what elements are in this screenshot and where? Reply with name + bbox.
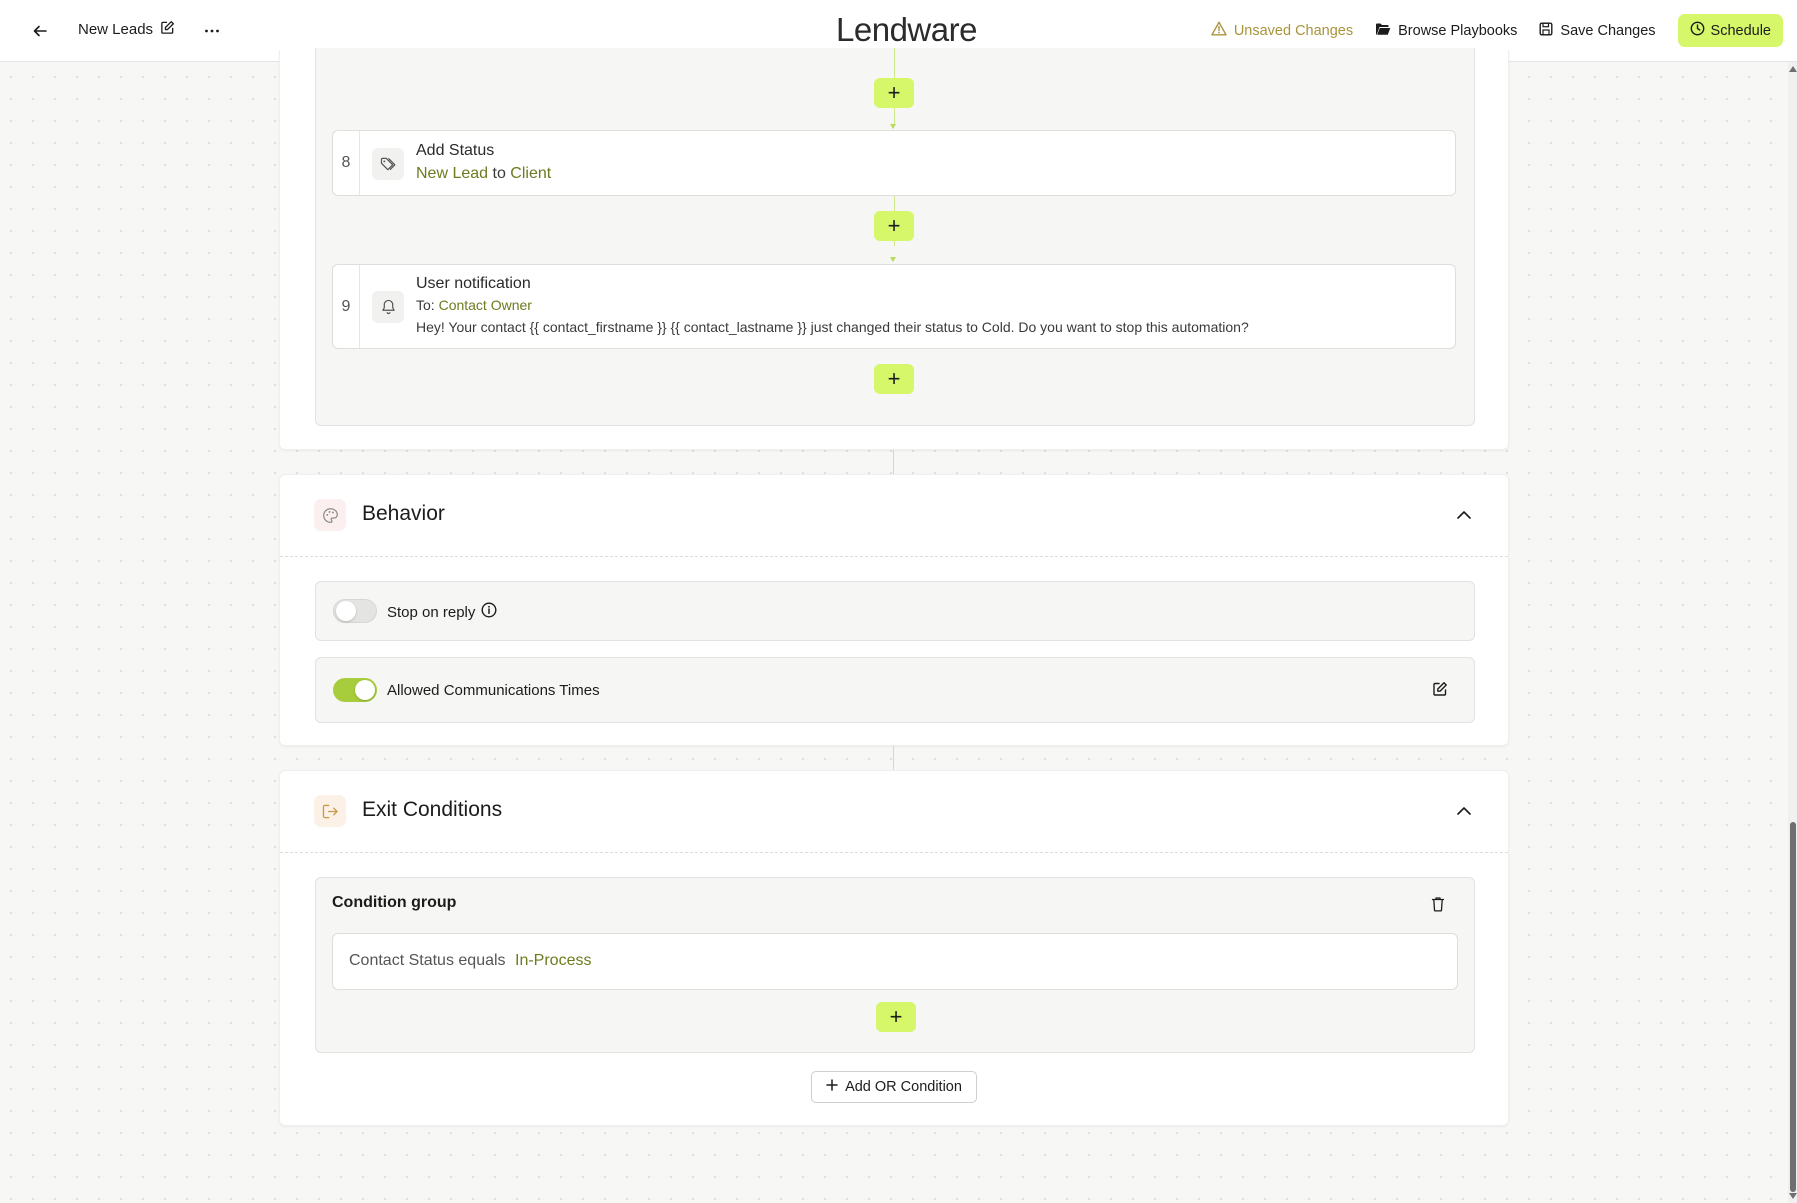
toggle-knob — [355, 680, 375, 700]
recipient-value: Contact Owner — [438, 297, 532, 313]
flow-arrow-icon — [890, 257, 896, 262]
behavior-card — [279, 474, 1509, 746]
status-connector: to — [492, 165, 506, 182]
palette-icon — [314, 499, 346, 531]
allowed-times-label: Allowed Communications Times — [387, 682, 600, 699]
edit-icon[interactable] — [1432, 681, 1450, 699]
notification-message: Hey! Your contact {{ contact_firstname }} {{ contact_lastname }} just changed their status to Cold. Do you want to stop this automation? — [416, 319, 1249, 335]
allowed-times-label-wrap — [387, 682, 600, 699]
add-or-condition-button[interactable] — [811, 1071, 977, 1103]
step-number: 9 — [333, 265, 360, 348]
flow-connector — [893, 450, 894, 474]
exit-conditions-title: Exit Conditions — [362, 798, 503, 821]
save-changes-label: Save Changes — [1560, 22, 1656, 39]
recipient-label: To: — [416, 297, 435, 313]
browse-playbooks-button[interactable] — [1375, 22, 1517, 40]
save-icon — [1539, 22, 1553, 40]
flow-connector — [893, 746, 894, 770]
clock-icon — [1690, 21, 1705, 40]
trash-icon[interactable] — [1428, 894, 1448, 914]
add-step-button[interactable]: + — [874, 211, 914, 241]
schedule-button[interactable] — [1678, 14, 1783, 47]
scrollbar-thumb[interactable] — [1790, 822, 1796, 1192]
chevron-up-icon[interactable] — [1454, 505, 1474, 525]
folder-open-icon — [1375, 22, 1391, 40]
status-from: New Lead — [416, 165, 489, 182]
plus-icon — [826, 1079, 838, 1095]
allowed-times-row — [315, 657, 1475, 723]
stop-on-reply-label-wrap — [387, 602, 497, 622]
schedule-label: Schedule — [1710, 22, 1771, 39]
condition-group — [315, 877, 1475, 1053]
step-number: 8 — [333, 131, 360, 195]
step-title: Add Status — [416, 142, 495, 159]
add-step-button[interactable]: + — [874, 78, 914, 108]
brand-logo: Lendware — [836, 11, 977, 48]
unsaved-changes-text: Unsaved Changes — [1233, 22, 1354, 39]
save-changes-button[interactable] — [1539, 22, 1655, 40]
stop-on-reply-toggle[interactable] — [333, 599, 377, 623]
bell-icon — [372, 291, 404, 323]
info-icon[interactable] — [481, 602, 497, 622]
topbar-actions — [1211, 14, 1783, 47]
behavior-header[interactable] — [280, 475, 1508, 557]
condition-value: In-Process — [515, 952, 592, 969]
step-title: User notification — [416, 275, 531, 292]
workflow-step[interactable] — [332, 264, 1456, 349]
workflow-step[interactable] — [332, 130, 1456, 196]
condition-group-title: Condition group — [332, 894, 457, 911]
recipient-line — [416, 297, 1249, 313]
condition-text: Contact Status equals — [349, 952, 506, 969]
add-or-condition-label: Add OR Condition — [845, 1079, 962, 1095]
exit-conditions-card — [279, 770, 1509, 1126]
tag-icon — [372, 148, 404, 180]
add-condition-button[interactable]: + — [876, 1002, 916, 1032]
warning-icon — [1211, 21, 1227, 40]
status-to: Client — [510, 165, 552, 182]
add-step-button[interactable]: + — [874, 364, 914, 394]
exit-icon — [314, 795, 346, 827]
step-content — [416, 142, 551, 183]
step-content — [416, 275, 1249, 335]
scroll-up-arrow-icon[interactable] — [1789, 66, 1797, 72]
stop-on-reply-label: Stop on reply — [387, 603, 476, 621]
chevron-up-icon[interactable] — [1454, 801, 1474, 821]
scroll-down-arrow-icon[interactable] — [1789, 1193, 1797, 1199]
playbook-title-text: New Leads — [78, 21, 154, 38]
toggle-knob — [336, 601, 356, 621]
flow-arrow-icon — [890, 124, 896, 129]
stop-on-reply-row — [315, 581, 1475, 641]
status-change — [416, 165, 551, 183]
exit-conditions-header[interactable] — [280, 771, 1508, 853]
browse-playbooks-label: Browse Playbooks — [1398, 22, 1518, 39]
allowed-times-toggle[interactable] — [333, 678, 377, 702]
unsaved-changes-indicator — [1211, 21, 1353, 40]
condition-row[interactable] — [332, 933, 1458, 990]
behavior-title: Behavior — [362, 502, 445, 525]
